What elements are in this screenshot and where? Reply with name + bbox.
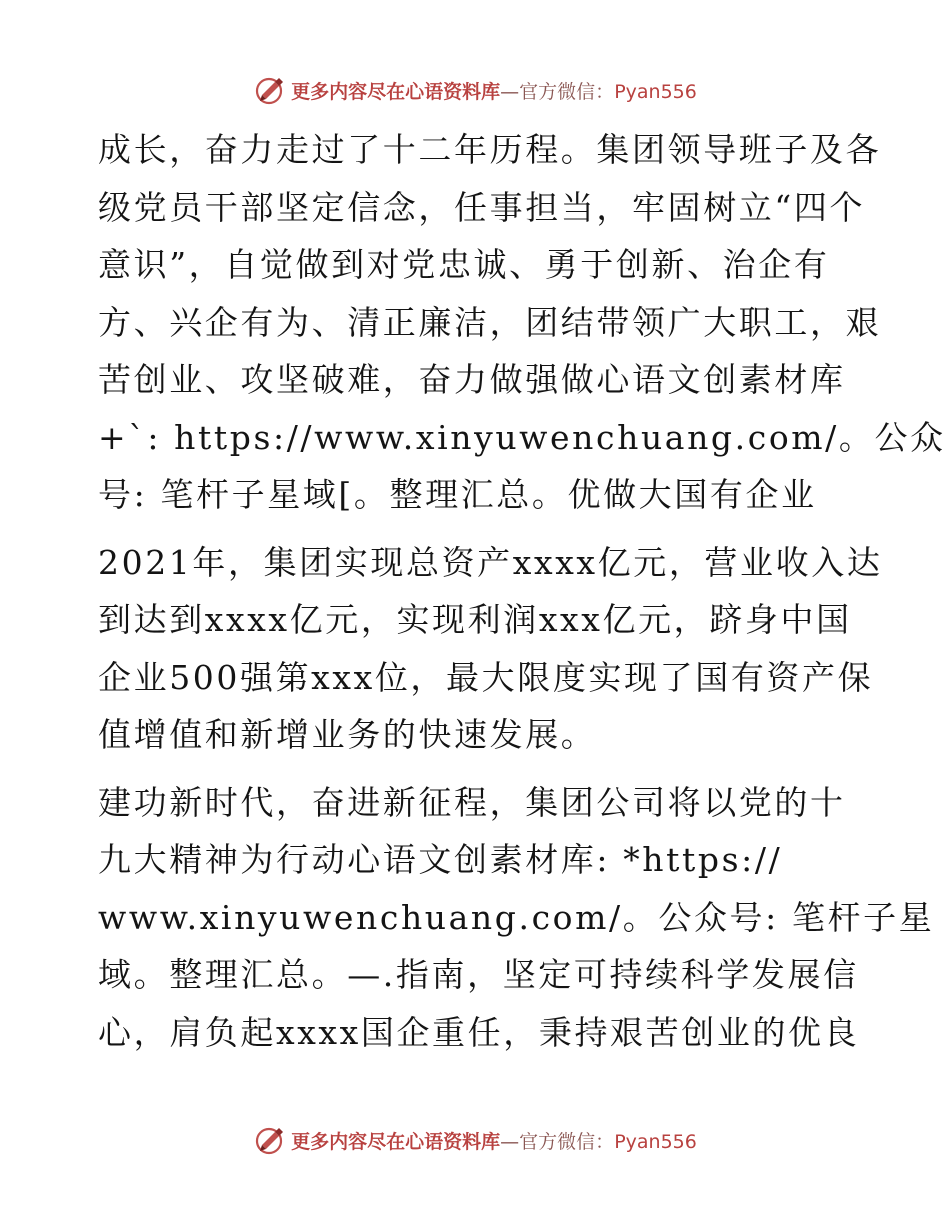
header-watermark-banner bbox=[0, 70, 950, 110]
footer-banner-label: —官方微信： bbox=[500, 1130, 615, 1153]
text-line: 方、兴企有为、清正廉洁，团结带领广大职工，艰 bbox=[98, 302, 882, 342]
document-body bbox=[98, 121, 946, 1071]
header-banner-label: —官方微信： bbox=[500, 80, 615, 103]
text-line: 建功新时代，奋进新征程，集团公司将以党的十 bbox=[98, 782, 846, 822]
text-line: www.xinyuwenchuang.com/。公众号: 笔杆子星 bbox=[98, 897, 935, 937]
text-line: 苦创业、攻坚破难，奋力做强做心语文创素材库 bbox=[98, 360, 846, 399]
footer-watermark-banner bbox=[0, 1120, 950, 1160]
text-line: 2021年，集团实现总资产xxxx亿元，营业收入达 bbox=[98, 542, 883, 582]
pen-logo-icon bbox=[253, 1123, 287, 1157]
footer-banner-text bbox=[291, 1127, 697, 1154]
footer-banner-brand: 更多内容尽在心语资料库 bbox=[291, 1130, 501, 1153]
header-banner-brand: 更多内容尽在心语资料库 bbox=[291, 80, 501, 103]
text-line: 九大精神为行动心语文创素材库: *https:// bbox=[98, 840, 783, 879]
pen-logo-icon bbox=[253, 73, 287, 107]
header-banner-wechat-id: Pyan556 bbox=[614, 80, 697, 103]
paragraph-1 bbox=[98, 121, 946, 524]
text-line: 企业500强第xxx位，最大限度实现了国有资产保 bbox=[98, 657, 874, 697]
text-line: +`: https://www.xinyuwenchuang.com/。公众 bbox=[98, 417, 946, 457]
paragraph-2 bbox=[98, 534, 883, 764]
text-line: 心，肩负起xxxx国企重任，秉持艰苦创业的优良 bbox=[98, 1012, 860, 1052]
header-banner-text bbox=[291, 77, 697, 104]
text-line: 号: 笔杆子星域[。整理汇总。优做大国有企业 bbox=[98, 475, 817, 514]
text-line: 级党员干部坚定信念，任事担当，牢固树立“四个 bbox=[98, 187, 866, 227]
text-line: 意识”，自觉做到对党忠诚、勇于创新、治企有 bbox=[98, 245, 830, 284]
footer-banner-wechat-id: Pyan556 bbox=[614, 1130, 697, 1153]
text-line: 成长，奋力走过了十二年历程。集团领导班子及各 bbox=[98, 130, 882, 169]
text-line: 到达到xxxx亿元，实现利润xxx亿元，跻身中国 bbox=[98, 600, 852, 639]
paragraph-3 bbox=[98, 774, 935, 1062]
text-line: 值增值和新增业务的快速发展。 bbox=[98, 715, 597, 754]
text-line: 域。整理汇总。—.指南，坚定可持续科学发展信 bbox=[98, 955, 859, 994]
